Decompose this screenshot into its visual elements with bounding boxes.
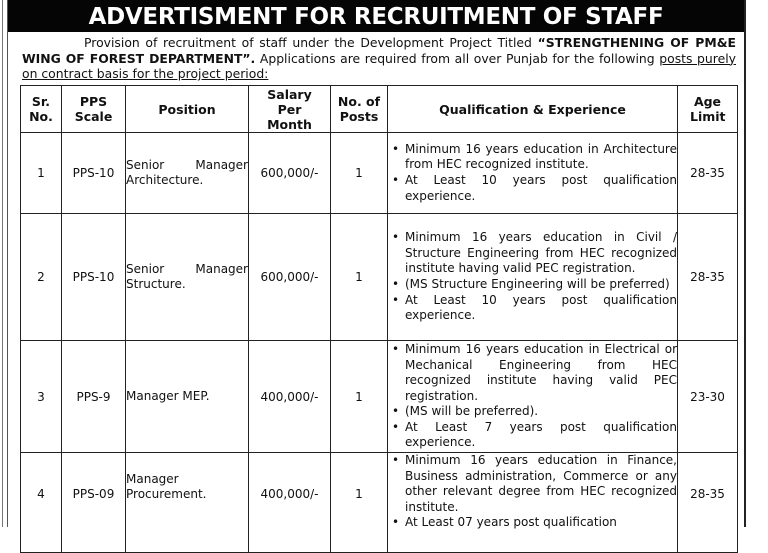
- qualification-item: • At Least 10 years post qualification experience.: [388, 173, 677, 204]
- header-sr-no: Sr. No.: [21, 86, 62, 133]
- cell-posts: 1: [331, 133, 388, 214]
- intro-text-1: Provision of recruitment of staff under the Development Project Titled: [84, 35, 538, 50]
- cell-qualification: [388, 214, 678, 341]
- page-frame-line: [2, 0, 3, 527]
- cell-qualification: [388, 133, 678, 214]
- cell-age-limit: 28-35: [678, 133, 738, 214]
- page-frame-line: [744, 0, 746, 527]
- page-frame-line: [7, 0, 8, 527]
- qualification-item: • Minimum 16 years education in Finance, Business administration, Commerce or any other relevant degree from HEC recognized institute.: [388, 453, 677, 515]
- cell-pps: PPS-9: [62, 341, 126, 453]
- cell-qualification: [388, 341, 678, 453]
- header-salary: Salary Per Month: [249, 86, 331, 133]
- cell-salary: 600,000/-: [249, 133, 331, 214]
- cell-position: Senior Manager Architecture.: [126, 133, 249, 214]
- qualification-item: • At Least 10 years post qualification experience.: [388, 293, 677, 324]
- qualification-item: • At Least 7 years post qualification experience.: [388, 420, 677, 451]
- header-age-limit: Age Limit: [678, 86, 738, 133]
- table-row: [21, 214, 738, 341]
- cell-sr: 4: [21, 453, 62, 553]
- cell-age-limit: 28-35: [678, 453, 738, 553]
- cell-sr: 1: [21, 133, 62, 214]
- table-row: [21, 453, 738, 553]
- cell-position: Manager MEP.: [126, 341, 249, 453]
- cell-pps: PPS-10: [62, 214, 126, 341]
- cell-pps: PPS-10: [62, 133, 126, 214]
- header-pps-scale: PPS Scale: [62, 86, 126, 133]
- header-posts: No. of Posts: [331, 86, 388, 133]
- cell-posts: 1: [331, 214, 388, 341]
- cell-position: Senior Manager Structure.: [126, 214, 249, 341]
- qualification-item: • At Least 07 years post qualification: [388, 515, 677, 531]
- header-position: Position: [126, 86, 249, 133]
- project-title: “STRENGTHENING OF PM&E WING OF FOREST DEPARTMENT”.: [22, 35, 736, 66]
- cell-age-limit: 28-35: [678, 214, 738, 341]
- cell-age-limit: 23-30: [678, 341, 738, 453]
- cell-posts: 1: [331, 453, 388, 553]
- qualification-item: • Minimum 16 years education in Architecture from HEC recognized institute.: [388, 142, 677, 173]
- qualification-item: • Minimum 16 years education in Civil / Structure Engineering from HEC recognized institute having valid PEC registration.: [388, 230, 677, 277]
- cell-sr: 3: [21, 341, 62, 453]
- cell-salary: 400,000/-: [249, 341, 331, 453]
- cell-salary: 600,000/-: [249, 214, 331, 341]
- table-header-row: [21, 86, 738, 133]
- advertisement-title: ADVERTISMENT FOR RECRUITMENT OF STAFF: [8, 0, 744, 32]
- cell-sr: 2: [21, 214, 62, 341]
- intro-text-3: posts purely on contract basis for the project period:: [22, 50, 736, 81]
- qualification-item: • (MS Structure Engineering will be preferred): [388, 277, 677, 293]
- qualification-item: • (MS will be preferred).: [388, 404, 677, 420]
- header-qualification: Qualification & Experience: [388, 86, 678, 133]
- intro-text-2: Applications are required from all over Punjab for the following: [255, 50, 660, 66]
- cell-posts: 1: [331, 341, 388, 453]
- cell-salary: 400,000/-: [249, 453, 331, 553]
- cell-qualification: [388, 453, 678, 553]
- table-row: [21, 341, 738, 453]
- recruitment-table: [20, 85, 738, 553]
- cell-pps: PPS-09: [62, 453, 126, 553]
- intro-paragraph: [22, 35, 736, 82]
- qualification-item: • Minimum 16 years education in Electrical or Mechanical Engineering from HEC recognized institute having valid PEC registration.: [388, 342, 677, 404]
- cell-position: Manager Procurement.: [126, 453, 249, 553]
- table-row: [21, 133, 738, 214]
